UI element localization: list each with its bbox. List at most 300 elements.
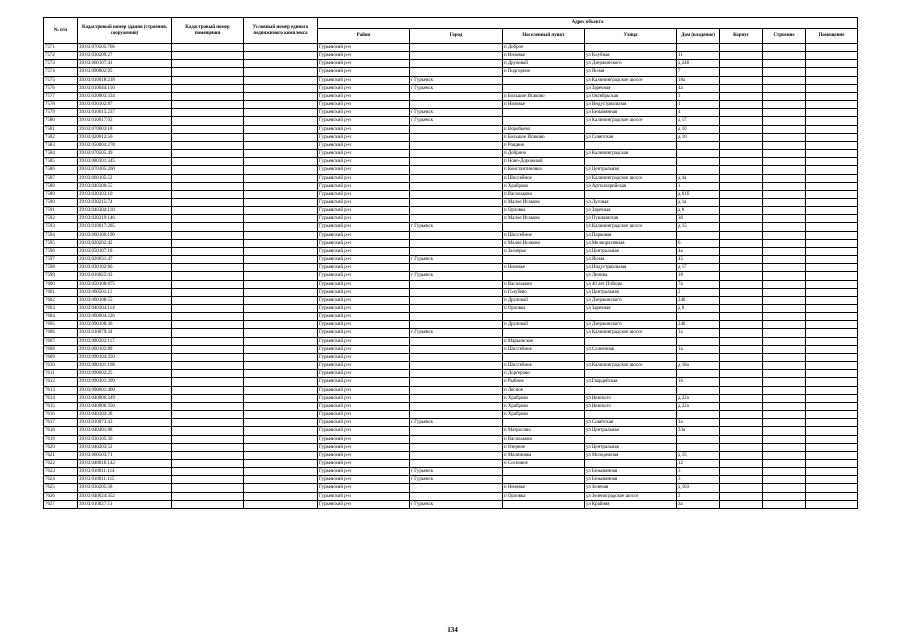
table-header [44,18,858,44]
cell-district: Гурьевский р-н [318,182,410,190]
cell-cadastral-building: 39:03:060004:226 [78,313,172,321]
cell-city [410,125,503,133]
cell-pomeshchenie [806,345,858,353]
cell-num: 7623 [44,468,78,476]
cell-korpus [720,101,763,109]
cell-stroenie [763,370,806,378]
cell-house: 18 [677,272,720,280]
cell-cadastral-building: 39:03:050004:278 [78,141,172,149]
cell-city [410,427,503,435]
cell-stroenie [763,411,806,419]
cell-settlement: п Малое Исаково [503,198,585,206]
cell-stroenie [763,337,806,345]
cell-cadastral-room [172,247,244,255]
cell-num: 7613 [44,386,78,394]
cell-conditional-number [244,378,318,386]
cell-house [677,313,720,321]
cell-pomeshchenie [806,256,858,264]
table-row [44,280,858,288]
cell-cadastral-building: 39:03:090601:400 [78,386,172,394]
cell-num: 7586 [44,166,78,174]
cell-stroenie [763,182,806,190]
cell-num: 7619 [44,435,78,443]
cell-house [677,443,720,451]
cell-cadastral-room [172,321,244,329]
cell-settlement: п Шоссейное [503,231,585,239]
cell-district: Гурьевский р-н [318,280,410,288]
cell-house: 16 [677,378,720,386]
cell-house: 11 [677,52,720,60]
cell-settlement: п Подгорное [503,68,585,76]
cell-korpus [720,239,763,247]
cell-pomeshchenie [806,459,858,467]
cell-city [410,44,503,52]
cell-house: д 17 [677,264,720,272]
cell-cadastral-building: 39:03:040006:349 [78,394,172,402]
cell-stroenie [763,492,806,500]
table-row [44,44,858,52]
cell-house: 4 [677,109,720,117]
cell-cadastral-room [172,345,244,353]
cell-num: 7603 [44,305,78,313]
cell-cadastral-building: 39:03:020202:42 [78,239,172,247]
cell-korpus [720,60,763,68]
header-district: Район [318,29,410,44]
cell-city: г Гурьевск [410,468,503,476]
cell-house: д 17 [677,117,720,125]
cell-num: 7627 [44,500,78,508]
cell-settlement: п Рыбное [503,378,585,386]
cell-street: ул Ясная [585,68,677,76]
table-row [44,329,858,337]
cell-stroenie [763,68,806,76]
cell-cadastral-building: 39:03:070105:260 [78,166,172,174]
cell-city [410,101,503,109]
cell-street: ул Центральная [585,443,677,451]
cell-korpus [720,76,763,84]
cell-city: г Гурьевск [410,76,503,84]
cell-cadastral-building: 39:03:010018:218 [78,76,172,84]
cell-cadastral-room [172,239,244,247]
cell-num: 7590 [44,198,78,206]
cell-stroenie [763,500,806,508]
cell-num: 7605 [44,321,78,329]
cell-cadastral-building: 39:03:040401:88 [78,427,172,435]
cell-korpus [720,484,763,492]
cell-cadastral-building: 39:03:070603:18 [78,125,172,133]
cell-house: 24б [677,296,720,304]
cell-num: 7625 [44,484,78,492]
table-row [44,427,858,435]
cell-district: Гурьевский р-н [318,76,410,84]
table-row [44,133,858,141]
cell-num: 7591 [44,207,78,215]
cell-pomeshchenie [806,329,858,337]
cell-settlement: п Дружный [503,296,585,304]
cell-settlement: п Низовье [503,101,585,109]
cell-pomeshchenie [806,247,858,255]
cell-district: Гурьевский р-н [318,239,410,247]
cell-settlement [503,353,585,361]
cell-pomeshchenie [806,378,858,386]
cell-house: д 1а [677,198,720,206]
cell-cadastral-building: 39:03:080101:108 [78,362,172,370]
cell-house: 1 [677,101,720,109]
table-row [44,468,858,476]
cell-pomeshchenie [806,280,858,288]
cell-stroenie [763,329,806,337]
cell-settlement: п Шоссейное [503,174,585,182]
cell-city [410,198,503,206]
header-house: Дом (владение) [677,29,720,44]
cell-pomeshchenie [806,484,858,492]
cell-house [677,158,720,166]
cell-conditional-number [244,484,318,492]
cell-street [585,386,677,394]
cell-house [677,166,720,174]
cell-korpus [720,288,763,296]
cell-city: г Гурьевск [410,329,503,337]
cell-stroenie [763,76,806,84]
cell-street [585,190,677,198]
cell-district: Гурьевский р-н [318,125,410,133]
cell-pomeshchenie [806,362,858,370]
cell-cadastral-building: 39:03:030209:27 [78,52,172,60]
cell-city [410,141,503,149]
cell-city: г Гурьевск [410,84,503,92]
cell-house: д 22а [677,402,720,410]
cell-num: 7622 [44,459,78,467]
cell-house: 4а [677,247,720,255]
cell-settlement: п Низовье [503,52,585,60]
cell-street: ул Парковая [585,231,677,239]
cell-korpus [720,84,763,92]
cell-conditional-number [244,386,318,394]
cell-settlement: п Доргерово [503,370,585,378]
cell-num: 7606 [44,329,78,337]
cell-house: 12 [677,459,720,467]
cell-cadastral-room [172,305,244,313]
cell-cadastral-room [172,451,244,459]
cell-city [410,68,503,76]
cell-korpus [720,92,763,100]
cell-street: ул Центральная [585,166,677,174]
cell-num: 7598 [44,264,78,272]
cell-district: Гурьевский р-н [318,435,410,443]
cell-conditional-number [244,92,318,100]
cell-korpus [720,313,763,321]
table-row [44,166,858,174]
table-row [44,353,858,361]
cell-street: ул Невского [585,402,677,410]
cell-cadastral-building: 39:03:070505:766 [78,44,172,52]
cell-pomeshchenie [806,223,858,231]
cell-house: 1а [677,345,720,353]
cell-cadastral-building: 39:03:060108:55 [78,296,172,304]
cell-conditional-number [244,141,318,149]
cell-korpus [720,468,763,476]
cell-conditional-number [244,231,318,239]
cell-korpus [720,411,763,419]
cell-street: ул Индустриальная [585,264,677,272]
cell-pomeshchenie [806,402,858,410]
cell-cadastral-room [172,329,244,337]
cell-settlement: п Сосновое [503,459,585,467]
cell-stroenie [763,109,806,117]
cell-cadastral-building: 39:03:010044:110 [78,84,172,92]
cell-num: 7597 [44,256,78,264]
table-row [44,296,858,304]
cell-korpus [720,492,763,500]
cell-pomeshchenie [806,101,858,109]
cell-conditional-number [244,256,318,264]
cell-conditional-number [244,125,318,133]
cell-pomeshchenie [806,468,858,476]
cell-house: 36 [677,215,720,223]
cell-district: Гурьевский р-н [318,313,410,321]
cell-street [585,411,677,419]
cell-num: 7621 [44,451,78,459]
cell-city [410,362,503,370]
cell-pomeshchenie [806,500,858,508]
cell-district: Гурьевский р-н [318,133,410,141]
table-row [44,150,858,158]
cell-cadastral-room [172,370,244,378]
cell-num: 7583 [44,141,78,149]
cell-street: ул Молодежная [585,451,677,459]
cell-city [410,345,503,353]
cell-cadastral-building: 39:03:060105:52 [78,174,172,182]
cell-korpus [720,362,763,370]
cell-cadastral-room [172,468,244,476]
cell-num: 7616 [44,411,78,419]
cell-city [410,190,503,198]
cell-conditional-number [244,288,318,296]
cell-city [410,411,503,419]
cell-district: Гурьевский р-н [318,500,410,508]
cell-district: Гурьевский р-н [318,402,410,410]
cell-cadastral-building: 39:03:050107:18 [78,247,172,255]
cell-house: д 8 [677,305,720,313]
cell-num: 7608 [44,345,78,353]
cell-num: 7571 [44,44,78,52]
cell-house: 7 [677,68,720,76]
cell-cadastral-room [172,215,244,223]
table-row [44,305,858,313]
cell-korpus [720,427,763,435]
cell-settlement: п Озерное [503,443,585,451]
cell-city [410,182,503,190]
cell-house: д 18а [677,362,720,370]
cell-district: Гурьевский р-н [318,321,410,329]
cell-korpus [720,443,763,451]
cell-num: 7581 [44,125,78,133]
cell-cadastral-building: 39:03:080202:117 [78,337,172,345]
cell-cadastral-building: 39:03:030205:58 [78,484,172,492]
cell-stroenie [763,84,806,92]
cell-district: Гурьевский р-н [318,345,410,353]
cell-cadastral-room [172,133,244,141]
cell-conditional-number [244,150,318,158]
cell-street [585,337,677,345]
cell-cadastral-room [172,141,244,149]
cell-city [410,313,503,321]
cell-conditional-number [244,329,318,337]
cell-settlement [503,313,585,321]
cell-settlement [503,223,585,231]
cell-conditional-number [244,68,318,76]
cell-korpus [720,321,763,329]
table-row [44,247,858,255]
cell-cadastral-room [172,492,244,500]
cell-korpus [720,435,763,443]
cell-street: ул Калининградская [585,150,677,158]
cell-street: ул Калининградское шоссе [585,362,677,370]
cell-stroenie [763,419,806,427]
cell-city: г Гурьевск [410,476,503,484]
cell-street: ул Заречная [585,207,677,215]
cell-settlement: п Заозерье [503,247,585,255]
cell-conditional-number [244,158,318,166]
cell-stroenie [763,345,806,353]
cell-street [585,353,677,361]
cell-conditional-number [244,313,318,321]
table-row [44,158,858,166]
cell-district: Гурьевский р-н [318,207,410,215]
table-row [44,256,858,264]
cell-pomeshchenie [806,190,858,198]
cell-street: ул Калининградское шоссе [585,117,677,125]
cell-pomeshchenie [806,451,858,459]
register-sheet [43,17,857,509]
cell-cadastral-room [172,386,244,394]
cell-settlement [503,256,585,264]
cell-stroenie [763,247,806,255]
cell-pomeshchenie [806,386,858,394]
cell-conditional-number [244,215,318,223]
register-table [43,17,858,509]
cell-cadastral-building: 39:03:040203:52 [78,443,172,451]
table-row [44,223,858,231]
cell-district: Гурьевский р-н [318,411,410,419]
cell-district: Гурьевский р-н [318,427,410,435]
cell-street: ул Калининградское шоссе [585,329,677,337]
cell-korpus [720,394,763,402]
table-row [44,321,858,329]
cell-cadastral-room [172,362,244,370]
cell-settlement [503,329,585,337]
cell-num: 7577 [44,92,78,100]
cell-district: Гурьевский р-н [318,264,410,272]
header-street: Улица [585,29,677,44]
cell-num: 7575 [44,76,78,84]
cell-cadastral-room [172,394,244,402]
cell-cadastral-building: 39:03:010011:114 [78,468,172,476]
cell-korpus [720,247,763,255]
cell-conditional-number [244,435,318,443]
cell-num: 7594 [44,231,78,239]
cell-korpus [720,345,763,353]
cell-house [677,337,720,345]
cell-street: ул Калининградское шоссе [585,223,677,231]
cell-settlement: п Воробьево [503,125,585,133]
table-row [44,68,858,76]
cell-district: Гурьевский р-н [318,101,410,109]
cell-stroenie [763,190,806,198]
cell-pomeshchenie [806,44,858,52]
cell-house [677,435,720,443]
cell-street: ул Крайняя [585,500,677,508]
cell-conditional-number [244,280,318,288]
table-row [44,125,858,133]
cell-house: д 15 [677,451,720,459]
cell-cadastral-room [172,101,244,109]
cell-settlement: п Дружный [503,321,585,329]
cell-pomeshchenie [806,321,858,329]
cell-conditional-number [244,52,318,60]
cell-city [410,321,503,329]
cell-stroenie [763,215,806,223]
table-row [44,378,858,386]
cell-house: 6 [677,239,720,247]
cell-korpus [720,44,763,52]
table-row [44,207,858,215]
cell-settlement [503,76,585,84]
cell-korpus [720,378,763,386]
cell-stroenie [763,427,806,435]
cell-district: Гурьевский р-н [318,247,410,255]
cell-city [410,52,503,60]
cell-street: ул Калининградское шоссе [585,76,677,84]
cell-stroenie [763,305,806,313]
cell-korpus [720,386,763,394]
cell-street: ул Солнечная [585,345,677,353]
cell-district: Гурьевский р-н [318,459,410,467]
cell-cadastral-room [172,264,244,272]
cell-pomeshchenie [806,427,858,435]
cell-district: Гурьевский р-н [318,215,410,223]
cell-cadastral-building: 39:03:040006:350 [78,402,172,410]
cell-street: ул 40 лет Победы [585,280,677,288]
cell-settlement: п Дружный [503,60,585,68]
cell-conditional-number [244,353,318,361]
cell-korpus [720,198,763,206]
cell-num: 7588 [44,182,78,190]
cell-num: 7576 [44,84,78,92]
cell-settlement: п Матросово [503,427,585,435]
cell-house [677,141,720,149]
cell-city [410,459,503,467]
cell-settlement: п Марьинское [503,337,585,345]
cell-num: 7585 [44,158,78,166]
cell-num: 7589 [44,190,78,198]
table-row [44,443,858,451]
cell-conditional-number [244,468,318,476]
cell-settlement: п Васильково [503,190,585,198]
cell-street: ул Советская [585,419,677,427]
cell-conditional-number [244,264,318,272]
cell-cadastral-building: 39:03:040016:142 [78,459,172,467]
cell-cadastral-building: 39:03:040024:352 [78,492,172,500]
cell-conditional-number [244,247,318,255]
cell-city [410,60,503,68]
cell-stroenie [763,435,806,443]
cell-cadastral-building: 39:03:050108:875 [78,280,172,288]
table-row [44,370,858,378]
cell-district: Гурьевский р-н [318,476,410,484]
table-row [44,459,858,467]
table-row [44,288,858,296]
